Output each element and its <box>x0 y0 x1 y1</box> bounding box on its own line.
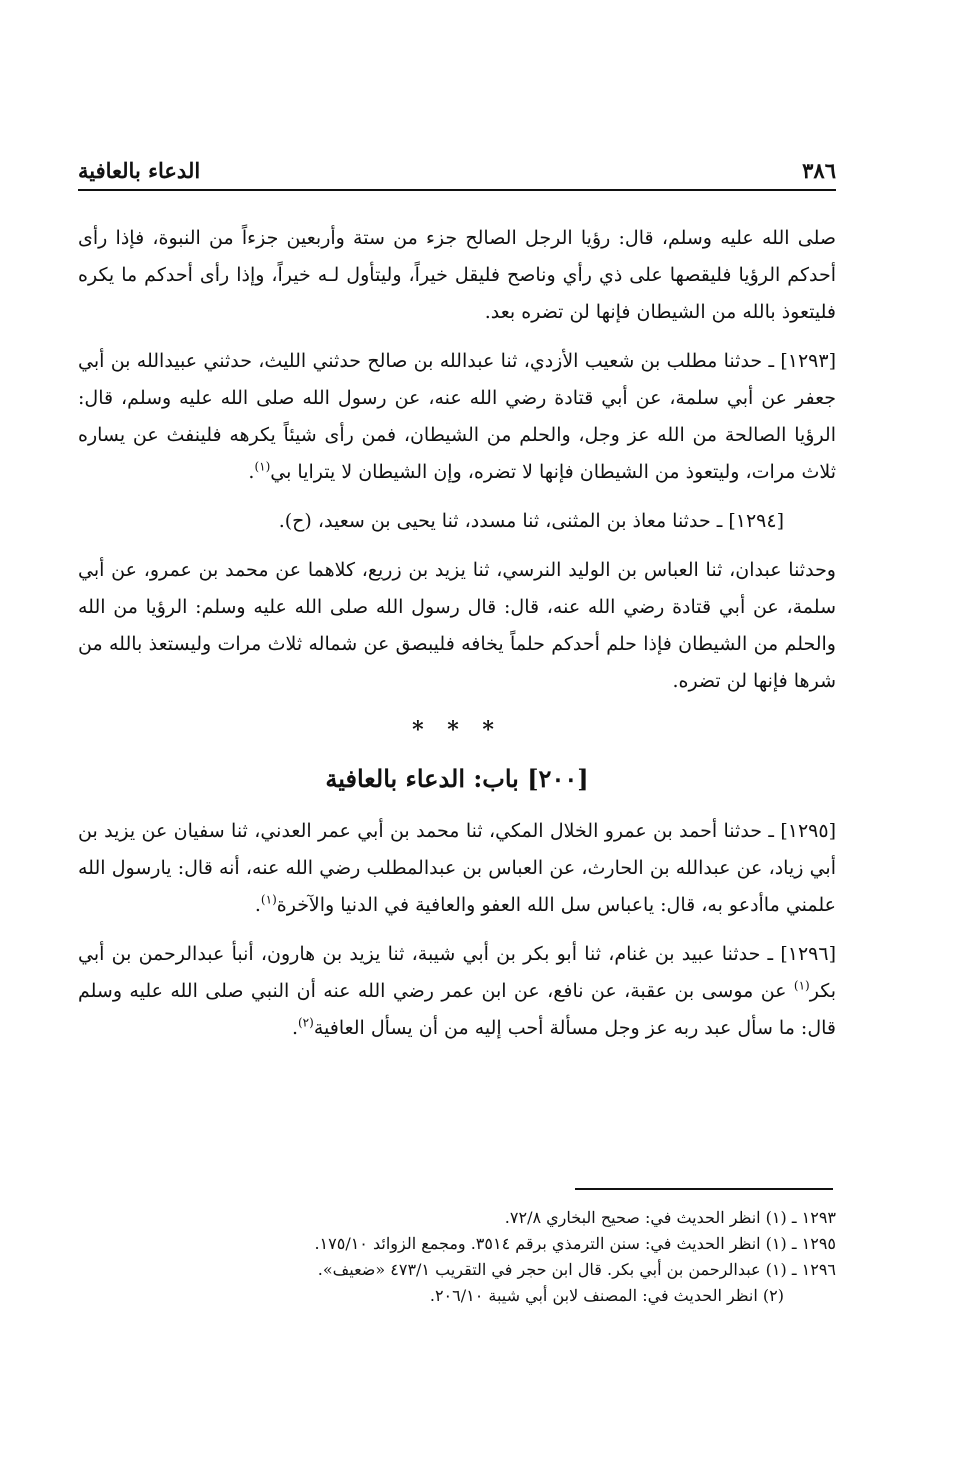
hadith-1296-text-a: [١٢٩٦] ـ حدثنا عبيد بن غنام، ثنا أبو بكر بن أبي شيبة، ثنا يزيد بن هارون، أنبأ عبدالرحمن بن أبي بكر <box>78 943 836 1002</box>
hadith-1295-text: [١٢٩٥] ـ حدثنا أحمد بن عمرو الخلال المكي، ثنا محمد بن أبي عمر العدني، ثنا سفيان عن يزيد بن أبي زياد، عن عبدالله بن الحارث، عن العباس بن عبدالمطلب رضي الله عنه، أنه قال: يارسول الله علمني ماأدعو به، قال: ياعباس سل الله العفو والعافية في الدنيا والآخرة <box>78 820 836 916</box>
hadith-1293-end: . <box>248 461 255 483</box>
running-title: الدعاء بالعافية <box>78 158 201 183</box>
paragraph-continuation: صلى الله عليه وسلم، قال: رؤيا الرجل الصالح جزء من ستة وأربعين جزءاً من النبوة، فإذا رأى أحدكم الرؤيا فليقصها على ذي رأي وناصح فليقل خيراً، وليتأول لـه خيراً، وإذا رأى أحدكم ما يكره فليتعوذ بالله من الشيطان فإنها لن تضره بعد. <box>78 227 836 323</box>
hadith-1295: [١٢٩٥] ـ حدثنا أحمد بن عمرو الخلال المكي، ثنا محمد بن أبي عمر العدني، ثنا سفيان عن يزيد بن أبي زياد، عن عبدالله بن الحارث، عن العباس بن عبدالمطلب رضي الله عنه، أنه قال: يارسول الله علمني ماأدعو به، قال: ياعباس سل الله العفو والعافية في الدنيا والآخرة$^{(١)}$. <box>78 820 836 916</box>
footnotes <box>78 1205 836 1309</box>
page-number: ٣٨٦ <box>802 158 836 183</box>
hadith-1294: [١٢٩٤] ـ حدثنا معاذ بن المثنى، ثنا مسدد، ثنا يحيى بن سعيد، (ح). <box>278 510 784 532</box>
footnote-1293: ١٢٩٣ ـ (١) انظر الحديث في: صحيح البخاري ٧٢/٨. <box>504 1208 836 1227</box>
footnote-1296-2: (٢) انظر الحديث في: المصنف لابن أبي شيبة ٢٠٦/١٠. <box>429 1286 784 1305</box>
footnote-ref: (١) <box>793 978 810 993</box>
hadith-1296-text-b: عن موسى بن عقبة، عن نافع، عن ابن عمر رضي الله عنه أن النبي صلى الله عليه وسلم قال: ما سأل عبد ربه عز وجل مسألة أحب إليه من أن يسأل العافية <box>78 980 836 1039</box>
page-header <box>78 145 836 183</box>
footnote-1295: ١٢٩٥ ـ (١) انظر الحديث في: سنن الترمذي برقم ٣٥١٤. ومجمع الزوائد ١٧٥/١٠. <box>314 1234 836 1253</box>
hadith-1296: [١٢٩٦] ـ حدثنا عبيد بن غنام، ثنا أبو بكر بن أبي شيبة، ثنا يزيد بن هارون، أنبأ عبدالرحمن بن أبي بكر$^{(١)}$ عن موسى بن عقبة، عن نافع، عن ابن عمر رضي الله عنه أن النبي صلى الله عليه وسلم قال: ما سأل عبد ربه عز وجل مسألة أحب إليه من أن يسأل العافية$^{(٢)}$. <box>78 943 836 1039</box>
footnote-ref: (١) <box>260 892 277 907</box>
footnote-ref: (١) <box>254 459 271 474</box>
hadith-1294-continuation: وحدثنا عبدان، ثنا العباس بن الوليد النرسي، ثنا يزيد بن زريع، كلاهما عن محمد بن عمرو، عن أبي سلمة، عن أبي قتادة رضي الله عنه، قال: قال رسول الله صلى الله عليه وسلم: الرؤيا من الله والحلم من الشيطان فإذا حلم أحدكم حلماً يخافه فليبصق عن شماله ثلاث مرات وليستعذ بالله من شرها فإنها لن تضره. <box>78 559 836 692</box>
footnote-rule <box>575 1188 833 1190</box>
footnote-1296-1: ١٢٩٦ ـ (١) عبدالرحمن بن أبي بكر. قال ابن حجر في التقريب ٤٧٣/١ «ضعيف». <box>317 1260 836 1279</box>
section-separator: * * * <box>412 717 502 743</box>
hadith-1293 <box>78 343 836 491</box>
main-text <box>78 220 836 1059</box>
footnote-ref: (٢) <box>297 1015 314 1030</box>
chapter-heading: [٢٠٠] باب: الدعاء بالعافية <box>325 764 589 793</box>
hadith-1293-text: [١٢٩٣] ـ حدثنا مطلب بن شعيب الأزدي، ثنا عبدالله بن صالح حدثني الليث، حدثني عبيدالله بن أبي جعفر عن أبي سلمة، عن أبي قتادة رضي الله عنه، عن رسول الله صلى الله عليه وسلم، قال: الرؤيا الصالحة من الله عز وجل، والحلم من الشيطان، فمن رأى شيئاً يكرهه فلينفث عن يساره ثلاث مرات، وليتعوذ من الشيطان فإنها لا تضره، وإن الشيطان لا يترايا بي <box>78 350 836 483</box>
header-rule <box>78 189 836 191</box>
